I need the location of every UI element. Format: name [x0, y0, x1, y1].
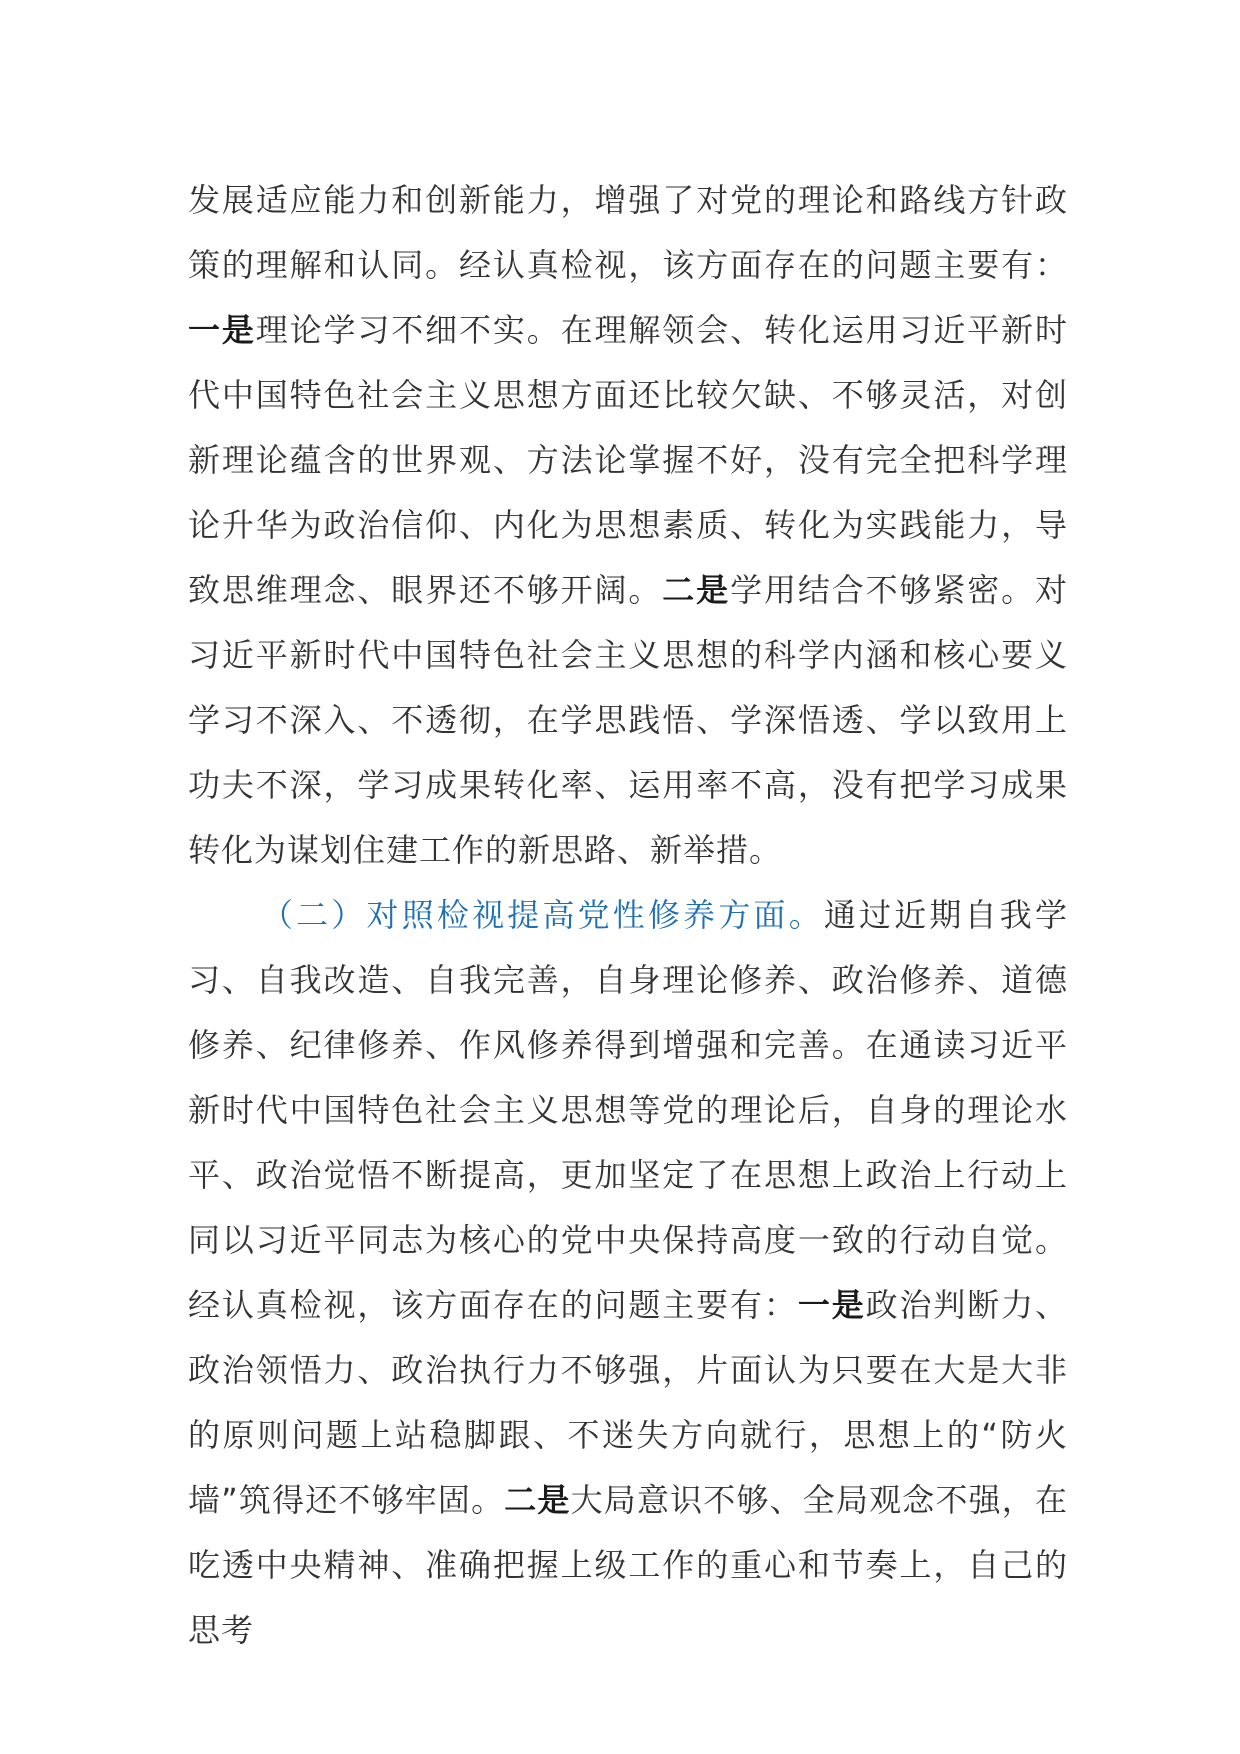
- paragraph-text: 通过近期自我学习、自我改造、自我完善，自身理论修养、政治修养、道德修养、纪律修养、作风修养得到增强和完善。在通读习近平新时代中国特色社会主义思想等党的理论后，自身的理论水平、政治觉悟不断提高，更加坚定了在思想上政治上行动上同以习近平同志为核心的党中央保持高度一致的行动自觉。经认真检视，该方面存在的问题主要有：: [188, 896, 1068, 1324]
- paragraph-theory-study: [188, 168, 1068, 883]
- document-body: [188, 168, 1068, 1663]
- paragraph-text: 理论学习不细不实。在理解领会、转化运用习近平新时代中国特色社会主义思想方面还比较欠缺、不够灵活，对创新理论蕴含的世界观、方法论掌握不好，没有完全把科学理论升华为政治信仰、内化为思想素质、转化为实践能力，导致思维理念、眼界还不够开阔。: [188, 311, 1068, 609]
- paragraph-party-spirit: [188, 883, 1068, 1663]
- paragraph-text: 大局意识不够、全局观念不强，在吃透中央精神、准确把握上级工作的重心和节奏上，自己的思考: [188, 1481, 1068, 1649]
- point-one-label: 一是: [188, 311, 256, 349]
- paragraph-text: 政治判断力、政治领悟力、政治执行力不够强，片面认为只要在大是大非的原则问题上站稳脚跟、不迷失方向就行，思想上的“防火墙”筑得还不够牢固。: [188, 1286, 1068, 1519]
- point-two-label: 二是: [662, 571, 731, 609]
- point-two-label: 二是: [504, 1481, 571, 1519]
- paragraph-text: 学用结合不够紧密。对习近平新时代中国特色社会主义思想的科学内涵和核心要义学习不深入、不透彻，在学思践悟、学深悟透、学以致用上功夫不深，学习成果转化率、运用率不高，没有把学习成果转化为谋划住建工作的新思路、新举措。: [188, 571, 1068, 869]
- section-heading: （二）对照检视提高党性修养方面。: [261, 896, 824, 934]
- point-one-label: 一是: [797, 1286, 866, 1324]
- paragraph-text: 发展适应能力和创新能力，增强了对党的理论和路线方针政策的理解和认同。经认真检视，该方面存在的问题主要有：: [188, 181, 1068, 284]
